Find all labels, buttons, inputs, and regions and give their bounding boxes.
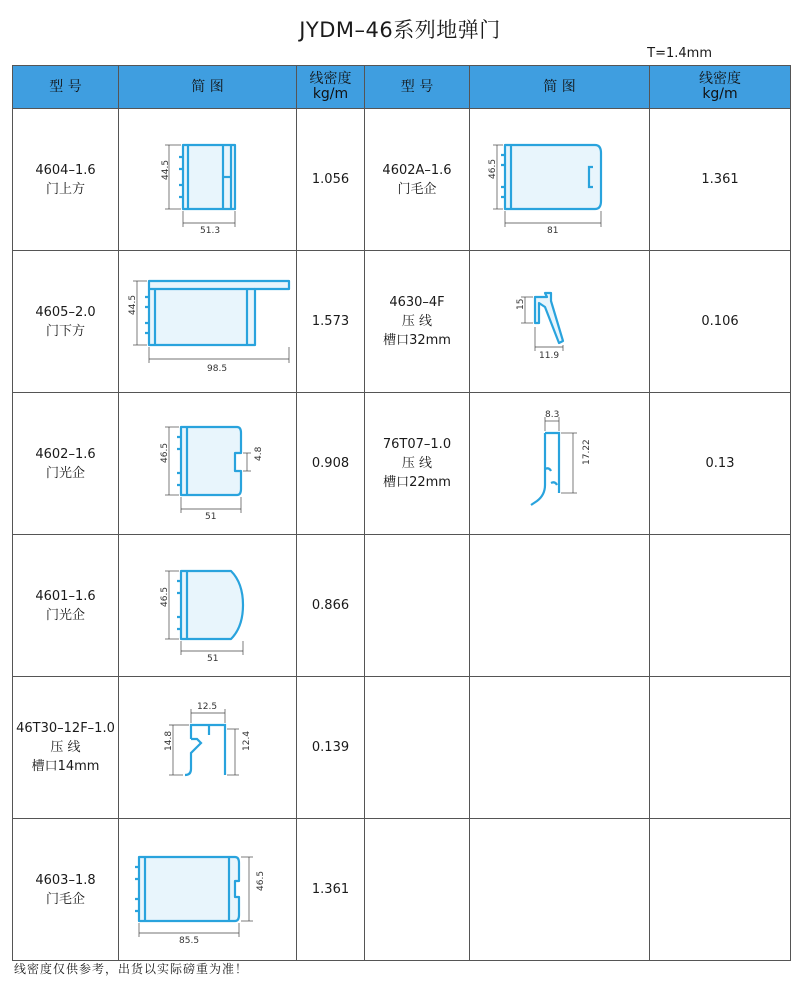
col-model-right: 型 号: [365, 66, 470, 109]
empty-cell: [650, 819, 791, 961]
model-name: 压 线: [401, 314, 433, 329]
model-sub: 槽口14mm: [31, 759, 100, 774]
empty-cell: [365, 535, 470, 677]
dim-height: 14.8: [163, 730, 174, 751]
dim-height: 46.5: [159, 586, 170, 607]
table-row: [13, 251, 791, 393]
dim-height: 46.5: [159, 442, 170, 463]
dim-height: 44.5: [127, 294, 138, 315]
drawing-cell: [119, 393, 297, 535]
table-row: [13, 109, 791, 251]
profile-drawing-4603: [123, 835, 293, 945]
density-unit: kg/m: [312, 86, 349, 102]
density-cell: 0.908: [297, 393, 365, 535]
density-cell: 1.573: [297, 251, 365, 393]
col-density-right: [650, 66, 791, 109]
model-cell: [13, 251, 119, 393]
model-code: 4602A–1.6: [382, 162, 452, 178]
model-cell: [13, 535, 119, 677]
drawing-cell: [119, 819, 297, 961]
table-row: [13, 677, 791, 819]
density-cell: 1.361: [297, 819, 365, 961]
col-drawing-right: 简 图: [470, 66, 650, 109]
profile-drawing-4602A: [475, 125, 645, 235]
dim-top: 8.3: [544, 409, 559, 420]
drawing-cell: [470, 393, 650, 535]
dim-height: 44.5: [160, 159, 171, 180]
density-cell: 1.056: [297, 109, 365, 251]
empty-cell: [650, 677, 791, 819]
dim-width: 51: [204, 511, 216, 519]
dim-height: 46.5: [255, 870, 266, 891]
profile-drawing-4605: [123, 267, 293, 377]
density-cell: 0.13: [650, 393, 791, 535]
dim-width: 98.5: [206, 363, 227, 374]
empty-cell: [470, 677, 650, 819]
density-label: 线密度: [699, 71, 741, 87]
model-code: 4603–1.8: [35, 872, 96, 888]
density-cell: 0.866: [297, 535, 365, 677]
empty-cell: [365, 677, 470, 819]
table-row: [13, 819, 791, 961]
dim-right: 12.4: [241, 730, 252, 751]
drawing-cell: [119, 109, 297, 251]
profile-drawing-46T30: [123, 693, 293, 803]
profile-table: [12, 65, 791, 961]
empty-cell: [365, 819, 470, 961]
dim-height: 15: [515, 298, 526, 310]
empty-cell: [650, 535, 791, 677]
empty-cell: [470, 819, 650, 961]
profile-drawing-4601: [123, 551, 293, 661]
density-cell: 0.139: [297, 677, 365, 819]
thickness-note: T=1.4mm: [647, 46, 712, 61]
model-cell: [365, 109, 470, 251]
model-cell: [13, 677, 119, 819]
model-cell: [13, 819, 119, 961]
dim-height: 17.22: [581, 438, 592, 465]
model-code: 4602–1.6: [35, 446, 96, 462]
model-code: 4601–1.6: [35, 588, 96, 604]
model-name: 压 线: [50, 740, 81, 755]
density-label: 线密度: [309, 71, 352, 87]
table-header-row: [13, 66, 791, 109]
model-code: 4630–4F: [389, 295, 445, 310]
col-model-left: 型 号: [13, 66, 119, 109]
profile-drawing-76T07: [475, 409, 645, 519]
model-name: 门光企: [45, 607, 85, 623]
model-code: 4605–2.0: [35, 304, 96, 320]
model-name: 压 线: [401, 456, 433, 471]
model-name: 门下方: [45, 323, 85, 339]
model-cell: [13, 109, 119, 251]
model-code: 4604–1.6: [35, 162, 96, 178]
model-cell: [365, 393, 470, 535]
drawing-cell: [470, 109, 650, 251]
model-name: 门上方: [45, 181, 85, 197]
dim-width: 51: [206, 653, 218, 661]
model-sub: 槽口32mm: [383, 333, 451, 348]
dim-right: 4.8: [253, 446, 264, 461]
drawing-cell: [119, 251, 297, 393]
profile-drawing-4604: [123, 125, 293, 235]
dim-width: 85.5: [178, 935, 199, 945]
model-name: 门毛企: [45, 891, 85, 907]
page-title: JYDM–46系列地弹门: [299, 18, 501, 42]
footnote: 线密度仅供参考，出货以实际磅重为准！: [14, 962, 249, 976]
profile-drawing-4630: [475, 267, 645, 377]
model-name: 门毛企: [397, 181, 437, 197]
drawing-cell: [119, 535, 297, 677]
table-row: [13, 535, 791, 677]
empty-cell: [470, 535, 650, 677]
drawing-cell: [119, 677, 297, 819]
model-name: 门光企: [45, 465, 85, 481]
model-cell: [13, 393, 119, 535]
dim-width: 51.3: [199, 225, 220, 235]
col-drawing-left: 简 图: [119, 66, 297, 109]
dim-top: 12.5: [196, 701, 217, 712]
col-density-left: [297, 66, 365, 109]
model-cell: [365, 251, 470, 393]
model-sub: 槽口22mm: [383, 475, 451, 490]
dim-height: 46.5: [487, 158, 498, 179]
dim-width: 81: [546, 225, 558, 235]
table-row: [13, 393, 791, 535]
density-cell: 1.361: [650, 109, 791, 251]
model-code: 76T07–1.0: [382, 437, 452, 452]
density-unit: kg/m: [702, 86, 738, 102]
profile-drawing-4602: [123, 409, 293, 519]
drawing-cell: [470, 251, 650, 393]
dim-width: 11.9: [538, 350, 559, 361]
density-cell: 0.106: [650, 251, 791, 393]
model-code: 46T30–12F–1.0: [16, 721, 115, 736]
